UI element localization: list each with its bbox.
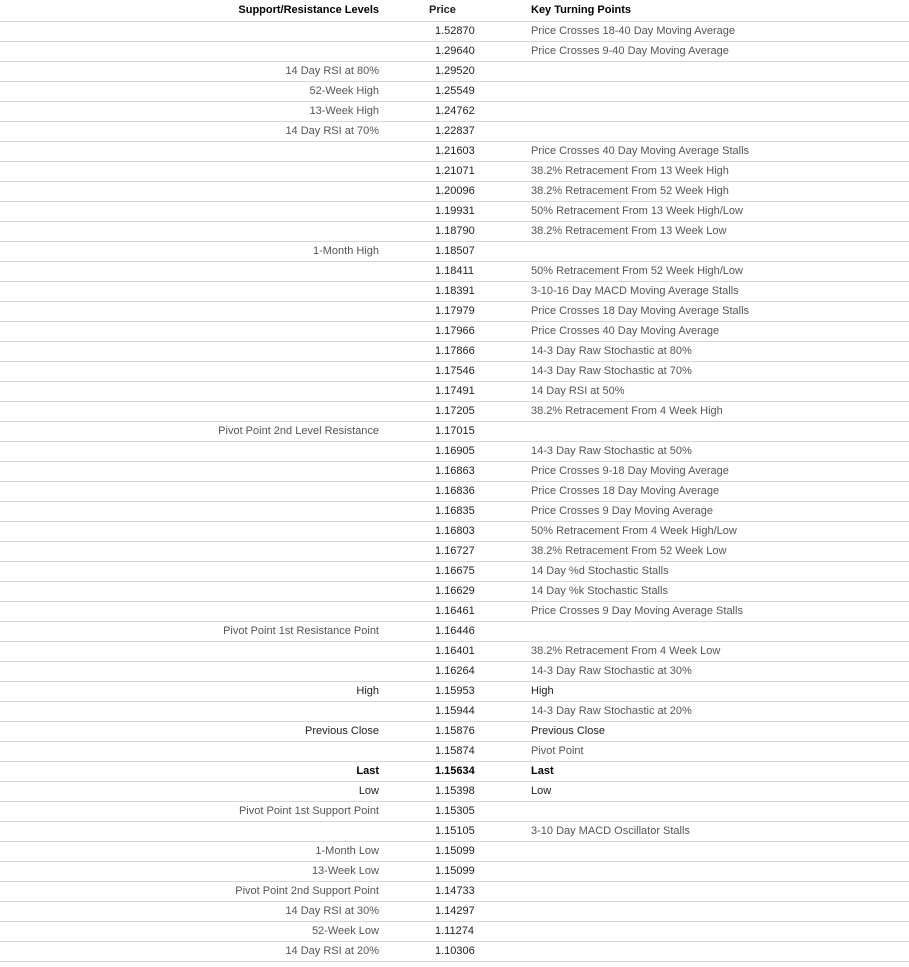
- header-price: Price: [388, 0, 480, 22]
- price-cell: 1.16629: [388, 582, 480, 602]
- key-turning-point-cell: Previous Close: [480, 722, 909, 742]
- support-resistance-cell: [0, 162, 388, 182]
- key-turning-point-cell: 50% Retracement From 52 Week High/Low: [480, 262, 909, 282]
- table-row: [0, 842, 909, 862]
- price-cell: 1.16836: [388, 482, 480, 502]
- price-cell: 1.17966: [388, 322, 480, 342]
- support-resistance-cell: Low: [0, 782, 388, 802]
- table-row: [0, 462, 909, 482]
- key-turning-point-cell: [480, 942, 909, 962]
- table-row: [0, 482, 909, 502]
- table-row: [0, 302, 909, 322]
- price-cell: 1.24762: [388, 102, 480, 122]
- table-row: [0, 82, 909, 102]
- key-turning-point-cell: 14-3 Day Raw Stochastic at 50%: [480, 442, 909, 462]
- key-turning-point-cell: [480, 422, 909, 442]
- support-resistance-cell: [0, 702, 388, 722]
- support-resistance-cell: [0, 262, 388, 282]
- table-row: [0, 562, 909, 582]
- key-turning-point-cell: 50% Retracement From 13 Week High/Low: [480, 202, 909, 222]
- support-resistance-cell: [0, 502, 388, 522]
- price-cell: 1.29640: [388, 42, 480, 62]
- support-resistance-cell: [0, 182, 388, 202]
- key-turning-point-cell: 14 Day RSI at 50%: [480, 382, 909, 402]
- key-turning-point-cell: Price Crosses 18 Day Moving Average: [480, 482, 909, 502]
- support-resistance-cell: Pivot Point 1st Support Point: [0, 802, 388, 822]
- key-turning-point-cell: 14 Day %d Stochastic Stalls: [480, 562, 909, 582]
- key-turning-point-cell: Price Crosses 9-18 Day Moving Average: [480, 462, 909, 482]
- support-resistance-cell: [0, 742, 388, 762]
- key-turning-point-cell: 38.2% Retracement From 13 Week Low: [480, 222, 909, 242]
- table-row: [0, 522, 909, 542]
- price-cell: 1.16675: [388, 562, 480, 582]
- support-resistance-cell: [0, 222, 388, 242]
- price-cell: 1.17491: [388, 382, 480, 402]
- price-cell: 1.20096: [388, 182, 480, 202]
- support-resistance-cell: [0, 522, 388, 542]
- table-row: [0, 282, 909, 302]
- support-resistance-cell: 14 Day RSI at 30%: [0, 902, 388, 922]
- table-row: [0, 742, 909, 762]
- table-row: [0, 402, 909, 422]
- key-turning-point-cell: [480, 922, 909, 942]
- table-row: [0, 542, 909, 562]
- table-row: [0, 942, 909, 962]
- table-row: [0, 622, 909, 642]
- price-cell: 1.15099: [388, 842, 480, 862]
- table-row: [0, 802, 909, 822]
- table-row: [0, 602, 909, 622]
- support-resistance-cell: [0, 562, 388, 582]
- support-resistance-cell: 14 Day RSI at 70%: [0, 122, 388, 142]
- price-cell: 1.10306: [388, 942, 480, 962]
- support-resistance-cell: [0, 542, 388, 562]
- key-turning-point-cell: [480, 802, 909, 822]
- key-turning-point-cell: 14 Day %k Stochastic Stalls: [480, 582, 909, 602]
- price-cell: 1.25549: [388, 82, 480, 102]
- header-key-turning-points: Key Turning Points: [480, 0, 909, 22]
- price-cell: 1.15105: [388, 822, 480, 842]
- support-resistance-cell: 13-Week Low: [0, 862, 388, 882]
- key-turning-point-cell: [480, 242, 909, 262]
- table-row: [0, 902, 909, 922]
- support-resistance-cell: [0, 642, 388, 662]
- key-turning-point-cell: Price Crosses 18 Day Moving Average Stalls: [480, 302, 909, 322]
- table-row: [0, 202, 909, 222]
- table-row: [0, 182, 909, 202]
- header-support-resistance: Support/Resistance Levels: [0, 0, 388, 22]
- table-row: [0, 382, 909, 402]
- price-cell: 1.15305: [388, 802, 480, 822]
- table-header-row: [0, 0, 909, 22]
- support-resistance-cell: [0, 402, 388, 422]
- key-turning-point-cell: 38.2% Retracement From 4 Week Low: [480, 642, 909, 662]
- table-row: [0, 702, 909, 722]
- price-cell: 1.15953: [388, 682, 480, 702]
- price-cell: 1.17979: [388, 302, 480, 322]
- support-resistance-cell: 14 Day RSI at 20%: [0, 942, 388, 962]
- price-cell: 1.52870: [388, 22, 480, 42]
- key-turning-point-cell: Low: [480, 782, 909, 802]
- price-cell: 1.18411: [388, 262, 480, 282]
- table-row: [0, 862, 909, 882]
- table-row: [0, 422, 909, 442]
- table-row: [0, 342, 909, 362]
- price-cell: 1.16727: [388, 542, 480, 562]
- table-row: [0, 162, 909, 182]
- price-cell: 1.29520: [388, 62, 480, 82]
- price-cell: 1.16905: [388, 442, 480, 462]
- key-turning-point-cell: Pivot Point: [480, 742, 909, 762]
- support-resistance-cell: [0, 822, 388, 842]
- price-cell: 1.16401: [388, 642, 480, 662]
- support-resistance-cell: Previous Close: [0, 722, 388, 742]
- price-cell: 1.15944: [388, 702, 480, 722]
- key-turning-point-cell: 38.2% Retracement From 52 Week Low: [480, 542, 909, 562]
- price-cell: 1.16803: [388, 522, 480, 542]
- price-cell: 1.17546: [388, 362, 480, 382]
- key-turning-point-cell: 38.2% Retracement From 13 Week High: [480, 162, 909, 182]
- key-turning-point-cell: 14-3 Day Raw Stochastic at 30%: [480, 662, 909, 682]
- support-resistance-cell: [0, 142, 388, 162]
- key-turning-point-cell: [480, 902, 909, 922]
- table-row: [0, 22, 909, 42]
- price-cell: 1.17866: [388, 342, 480, 362]
- key-turning-point-cell: 38.2% Retracement From 52 Week High: [480, 182, 909, 202]
- key-turning-point-cell: Last: [480, 762, 909, 782]
- price-cell: 1.16264: [388, 662, 480, 682]
- price-cell: 1.15099: [388, 862, 480, 882]
- table-row: [0, 62, 909, 82]
- table-row: [0, 222, 909, 242]
- table-row: [0, 502, 909, 522]
- price-cell: 1.18507: [388, 242, 480, 262]
- key-turning-point-cell: Price Crosses 40 Day Moving Average Stalls: [480, 142, 909, 162]
- support-resistance-cell: [0, 22, 388, 42]
- price-cell: 1.22837: [388, 122, 480, 142]
- key-turning-point-cell: 3-10-16 Day MACD Moving Average Stalls: [480, 282, 909, 302]
- price-cell: 1.15874: [388, 742, 480, 762]
- table-row: [0, 882, 909, 902]
- key-turning-point-cell: 14-3 Day Raw Stochastic at 70%: [480, 362, 909, 382]
- key-turning-point-cell: 14-3 Day Raw Stochastic at 80%: [480, 342, 909, 362]
- price-cell: 1.14733: [388, 882, 480, 902]
- support-resistance-cell: [0, 202, 388, 222]
- table-row: [0, 662, 909, 682]
- key-turning-point-cell: 3-10 Day MACD Oscillator Stalls: [480, 822, 909, 842]
- support-resistance-cell: [0, 322, 388, 342]
- support-resistance-cell: 52-Week High: [0, 82, 388, 102]
- table-row: [0, 122, 909, 142]
- support-resistance-cell: [0, 42, 388, 62]
- price-cell: 1.18790: [388, 222, 480, 242]
- key-turning-point-cell: High: [480, 682, 909, 702]
- key-turning-point-cell: [480, 102, 909, 122]
- support-resistance-cell: 1-Month High: [0, 242, 388, 262]
- key-turning-point-cell: [480, 882, 909, 902]
- table-row: [0, 42, 909, 62]
- key-turning-point-cell: 38.2% Retracement From 4 Week High: [480, 402, 909, 422]
- price-cell: 1.19931: [388, 202, 480, 222]
- table-row: [0, 442, 909, 462]
- table-row: [0, 362, 909, 382]
- key-turning-point-cell: Price Crosses 9 Day Moving Average Stalls: [480, 602, 909, 622]
- support-resistance-cell: 1-Month Low: [0, 842, 388, 862]
- table-row: [0, 922, 909, 942]
- support-resistance-cell: Pivot Point 2nd Support Point: [0, 882, 388, 902]
- price-cell: 1.21071: [388, 162, 480, 182]
- key-turning-point-cell: 14-3 Day Raw Stochastic at 20%: [480, 702, 909, 722]
- support-resistance-cell: [0, 362, 388, 382]
- table-row: [0, 102, 909, 122]
- key-turning-point-cell: [480, 82, 909, 102]
- key-turning-point-cell: Price Crosses 9 Day Moving Average: [480, 502, 909, 522]
- price-cell: 1.15876: [388, 722, 480, 742]
- support-resistance-cell: [0, 342, 388, 362]
- table-row: [0, 822, 909, 842]
- price-cell: 1.16461: [388, 602, 480, 622]
- price-cell: 1.17205: [388, 402, 480, 422]
- support-resistance-cell: 14 Day RSI at 80%: [0, 62, 388, 82]
- key-turning-point-cell: [480, 862, 909, 882]
- table-row: [0, 242, 909, 262]
- key-turning-point-cell: [480, 842, 909, 862]
- table-row: [0, 642, 909, 662]
- table-row: [0, 782, 909, 802]
- price-cell: 1.21603: [388, 142, 480, 162]
- table-row: [0, 582, 909, 602]
- support-resistance-cell: [0, 442, 388, 462]
- key-turning-point-cell: Price Crosses 18-40 Day Moving Average: [480, 22, 909, 42]
- key-turning-point-cell: [480, 122, 909, 142]
- support-resistance-cell: High: [0, 682, 388, 702]
- table-row: [0, 142, 909, 162]
- table-row: [0, 262, 909, 282]
- price-cell: 1.18391: [388, 282, 480, 302]
- support-resistance-cell: [0, 282, 388, 302]
- support-resistance-cell: [0, 302, 388, 322]
- support-resistance-cell: Pivot Point 1st Resistance Point: [0, 622, 388, 642]
- key-turning-point-cell: [480, 622, 909, 642]
- price-cell: 1.15634: [388, 762, 480, 782]
- price-cell: 1.17015: [388, 422, 480, 442]
- price-cell: 1.16446: [388, 622, 480, 642]
- table-row: [0, 682, 909, 702]
- table-row: [0, 322, 909, 342]
- table-row: [0, 722, 909, 742]
- price-cell: 1.15398: [388, 782, 480, 802]
- price-cell: 1.11274: [388, 922, 480, 942]
- key-turning-point-cell: Price Crosses 40 Day Moving Average: [480, 322, 909, 342]
- support-resistance-cell: [0, 582, 388, 602]
- key-turning-point-cell: Price Crosses 9-40 Day Moving Average: [480, 42, 909, 62]
- support-resistance-cell: Last: [0, 762, 388, 782]
- support-resistance-cell: [0, 382, 388, 402]
- table-body: [0, 22, 909, 962]
- price-cell: 1.14297: [388, 902, 480, 922]
- key-turning-point-cell: 50% Retracement From 4 Week High/Low: [480, 522, 909, 542]
- key-turning-point-cell: [480, 62, 909, 82]
- support-resistance-cell: 13-Week High: [0, 102, 388, 122]
- support-resistance-cell: [0, 482, 388, 502]
- support-resistance-cell: [0, 602, 388, 622]
- price-cell: 1.16835: [388, 502, 480, 522]
- support-resistance-cell: [0, 462, 388, 482]
- price-cell: 1.16863: [388, 462, 480, 482]
- support-resistance-cell: 52-Week Low: [0, 922, 388, 942]
- table-row: [0, 762, 909, 782]
- support-resistance-cell: Pivot Point 2nd Level Resistance: [0, 422, 388, 442]
- support-resistance-cell: [0, 662, 388, 682]
